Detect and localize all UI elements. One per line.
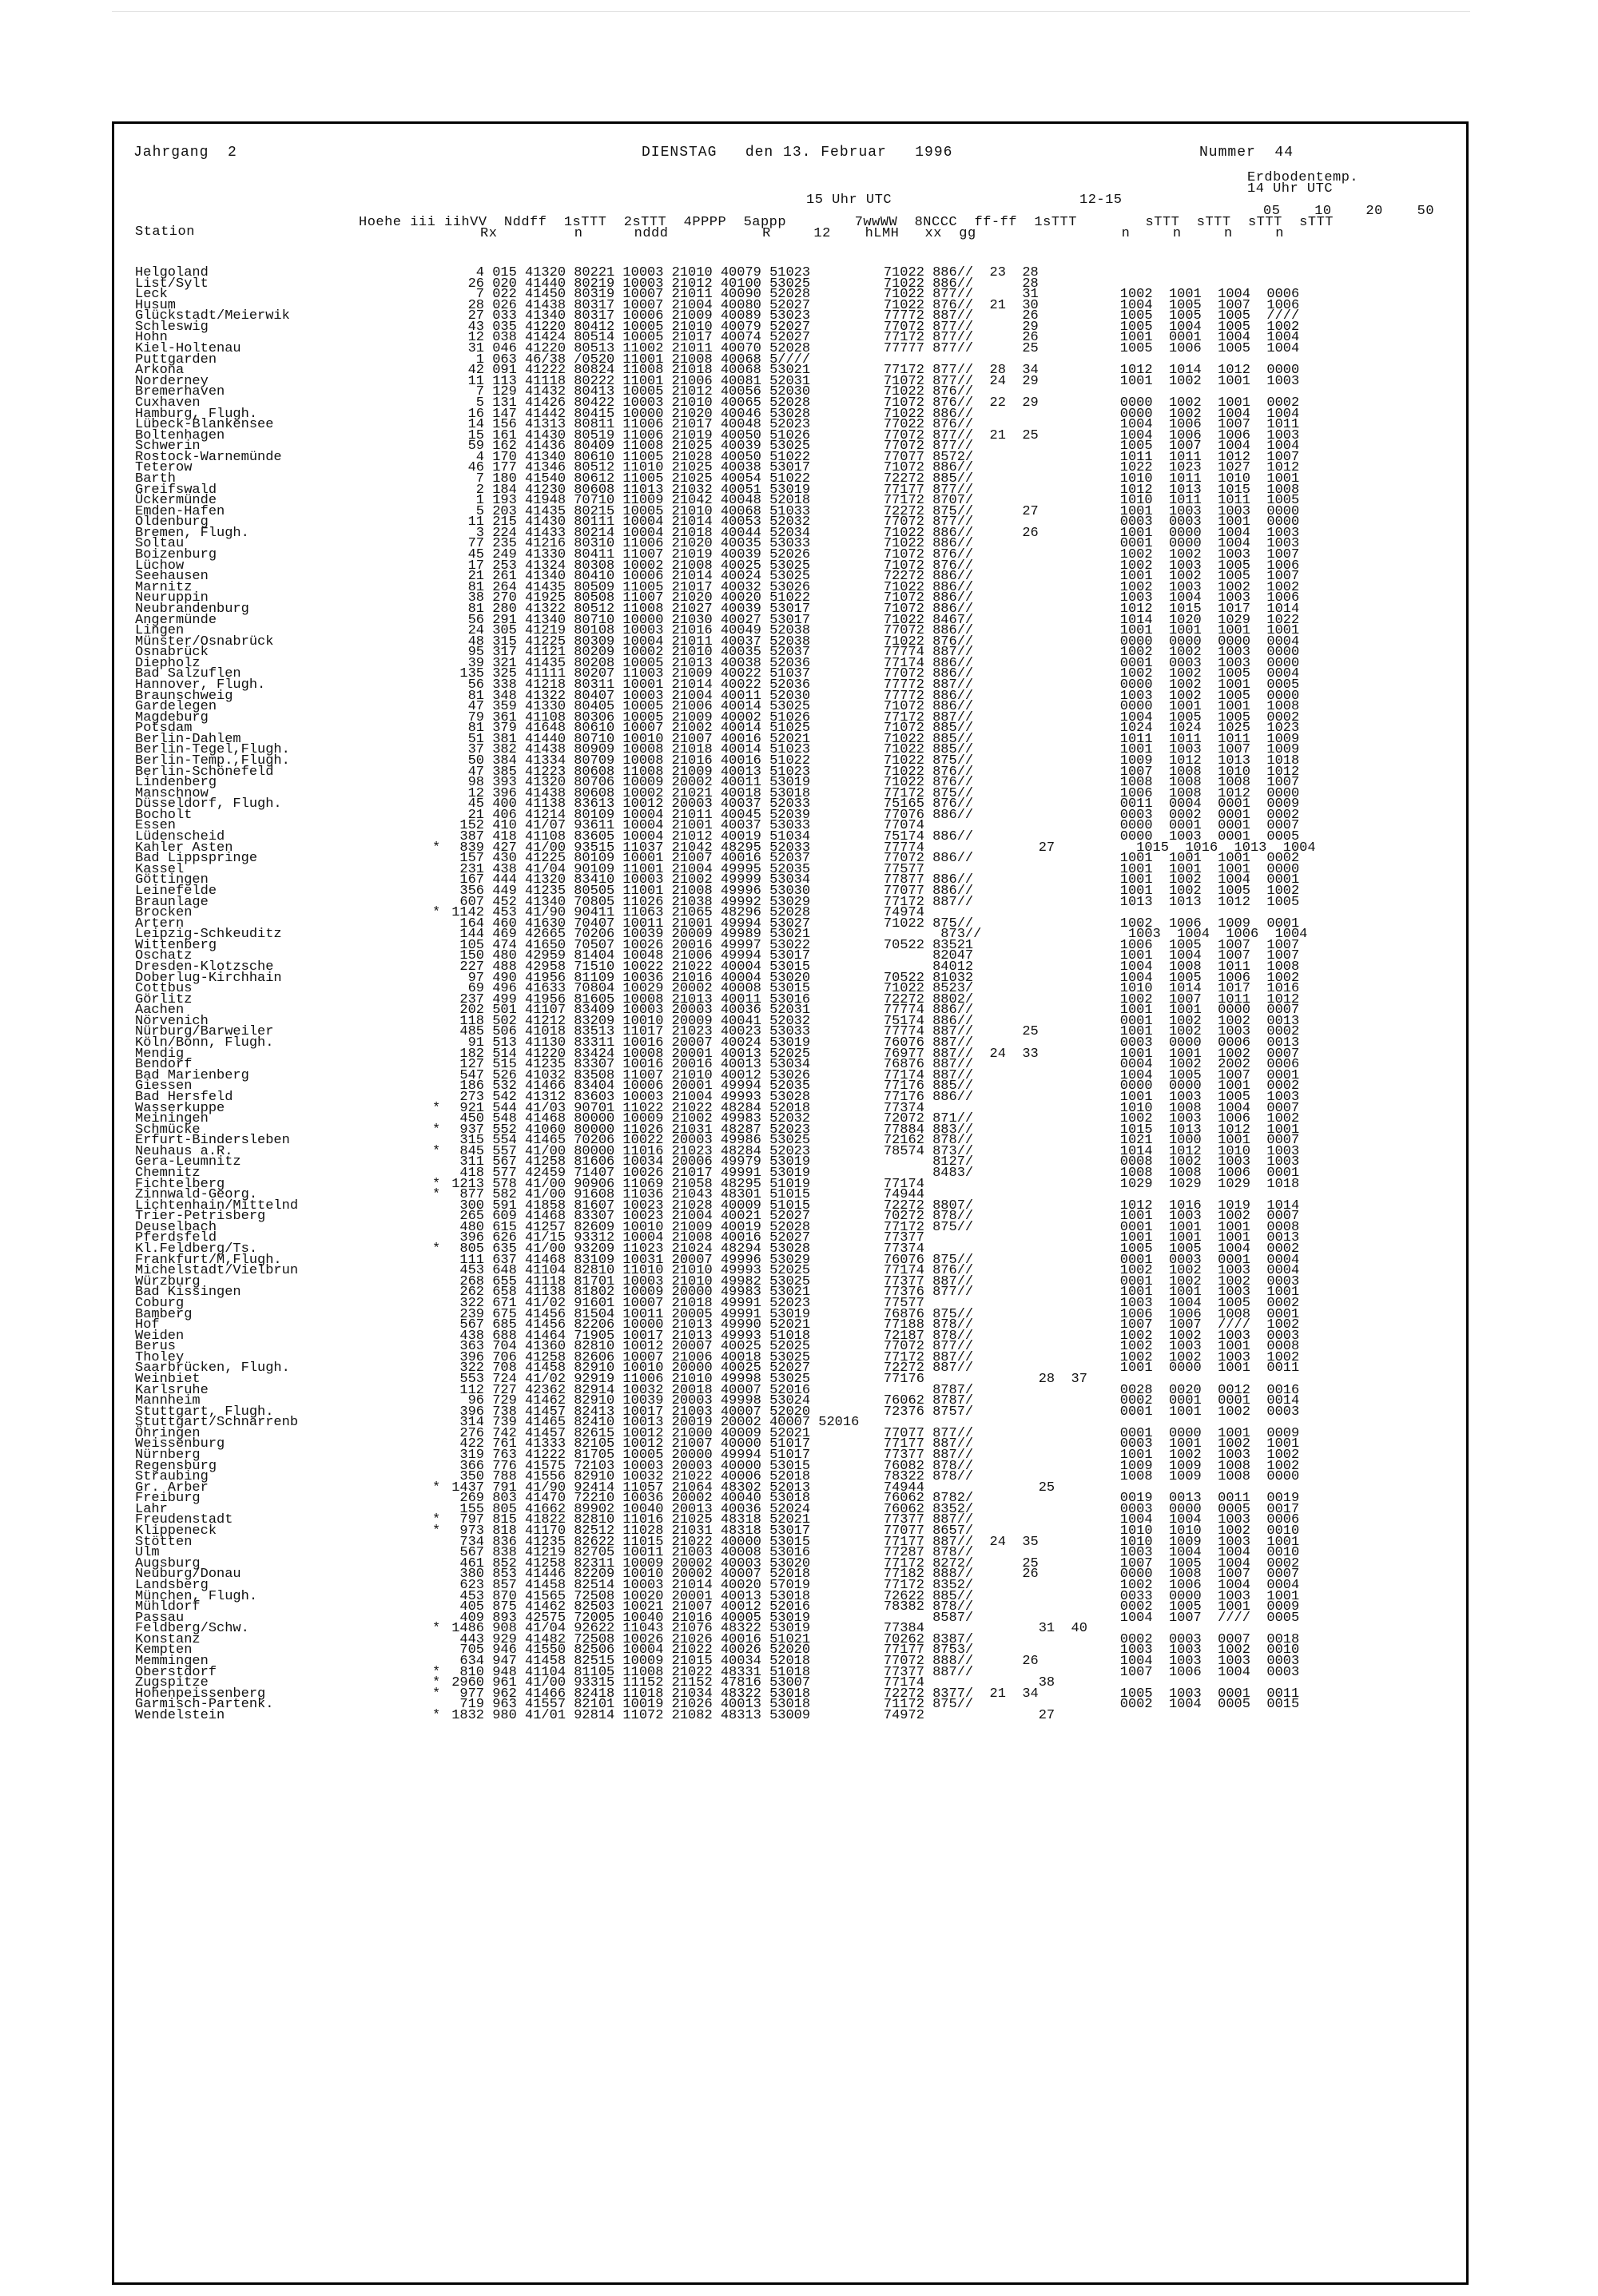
observation-codes: 268 655 41118 81701 10003 21010 49982 53025 77377 887// 0001 1002 1002 0003 <box>443 1273 1300 1289</box>
observation-codes: 152 410 41/07 93611 10004 21001 40037 53033 77074 0000 0001 0001 0007 <box>443 818 1300 834</box>
station-name: Weiden <box>135 1328 185 1344</box>
observation-codes: 118 502 41212 83209 10010 20009 40041 52032 75174 886// 0001 1002 1002 0013 <box>443 1013 1300 1029</box>
station-name: Tholey <box>135 1349 185 1365</box>
mountain-station-mark: * <box>432 1686 441 1702</box>
observation-codes: 453 648 41104 82810 11010 21010 49993 52025 77174 876// 1002 1002 1003 0004 <box>443 1263 1300 1279</box>
observation-codes: 461 852 41258 82311 10009 20002 40003 53020 77172 8272/ 25 1007 1005 1004 0002 <box>443 1555 1300 1571</box>
observation-codes: 45 249 41330 80411 11007 21019 40039 52026 71072 876// 1002 1002 1003 1007 <box>443 547 1300 563</box>
station-name: Schmücke <box>135 1122 201 1138</box>
issue-number: Nummer 44 <box>1199 145 1294 161</box>
mountain-station-mark: * <box>432 1621 441 1637</box>
observation-codes: 623 857 41458 82514 10003 21014 40020 57019 77172 8352/ 1002 1006 1004 0004 <box>443 1577 1300 1593</box>
station-name: Bremen, Flugh. <box>135 525 249 541</box>
station-name: Manschnow <box>135 785 209 801</box>
soil-temp-heading: Erdbodentemp. <box>1247 170 1359 185</box>
observation-codes: 315 554 41465 70206 10022 20003 49986 53025 72162 878// 1021 1000 1001 0007 <box>443 1133 1300 1149</box>
table-row <box>114 1707 1471 1723</box>
station-name: Deuselbach <box>135 1219 217 1235</box>
station-name: Husum <box>135 297 177 313</box>
station-name: Bad Hersfeld <box>135 1089 233 1105</box>
observation-codes: 45 400 41138 83613 10012 20003 40037 52033 75165 876// 0011 0004 0001 0009 <box>443 796 1300 812</box>
station-name: Oberstdorf <box>135 1664 217 1680</box>
observation-codes: 273 542 41312 83603 10003 21004 49993 53028 77176 886// 1001 1003 1005 1003 <box>443 1089 1300 1105</box>
observation-codes: 810 948 41104 81105 11008 21022 48331 51018 77377 887// 1007 1006 1004 0003 <box>443 1664 1300 1680</box>
mountain-station-mark: * <box>432 1122 441 1138</box>
observation-codes: 95 317 41121 80209 10002 21010 40035 52037 77774 887// 1002 1002 1003 0000 <box>443 645 1300 661</box>
page-top-rule <box>112 11 1470 12</box>
station-name: Barth <box>135 471 177 487</box>
station-name: Kassel <box>135 861 185 877</box>
mountain-station-mark: * <box>432 1176 441 1192</box>
observation-codes: 705 946 41550 82506 10004 21022 40026 52020 77177 8753/ 1003 1003 1002 0010 <box>443 1643 1300 1658</box>
station-name: Hohenpeissenberg <box>135 1686 266 1702</box>
observation-codes: 2960 961 41/00 93315 11152 21152 47816 53007 77174 38 <box>443 1675 1055 1691</box>
observation-codes: 443 929 41482 72508 10026 21026 40016 51021 70262 8387/ 0002 0003 0007 0018 <box>443 1631 1300 1647</box>
observation-codes: 26 020 41440 80219 10003 21012 40100 53025 71022 886// 28 <box>443 276 1039 292</box>
observation-codes: 3 224 41433 80214 10004 21018 40044 52034 71022 886// 26 1001 0000 1004 1003 <box>443 525 1300 541</box>
observation-codes: 11 113 41118 80222 11001 21006 40081 52031 71072 877// 24 29 1001 1002 1001 1003 <box>443 373 1300 389</box>
mountain-station-mark: * <box>432 1707 441 1723</box>
station-name: Lüdenscheid <box>135 829 225 845</box>
station-name: Brocken <box>135 905 193 921</box>
mountain-station-mark: * <box>432 1664 441 1680</box>
observation-codes: 135 325 41111 80207 11003 21009 40022 51037 77072 886// 1002 1002 1005 0004 <box>443 666 1300 682</box>
observation-codes: 734 836 41235 82622 11015 21022 40000 53015 77177 887// 24 35 1010 1009 1003 1001 <box>443 1534 1300 1550</box>
station-name: Osnabrück <box>135 645 209 661</box>
station-name: Straubing <box>135 1469 209 1485</box>
observation-codes: 21 261 41340 80410 10006 21014 40024 53025 72272 886// 1001 1002 1005 1007 <box>443 569 1300 585</box>
station-name: Kiel-Holtenau <box>135 341 241 357</box>
observation-codes: 12 396 41438 80608 10002 21021 40018 53018 77172 875// 1006 1008 1012 0000 <box>443 785 1300 801</box>
station-name: Wasserkuppe <box>135 1100 225 1116</box>
station-name: List/Sylt <box>135 276 209 292</box>
observation-codes: 69 496 41633 70804 10029 20002 40008 53015 71022 8523/ 1010 1014 1017 1016 <box>443 981 1300 997</box>
observation-codes: 51 381 41440 80710 10010 21007 40016 52021 71022 885// 1011 1011 1011 1009 <box>443 731 1300 747</box>
observation-codes: 1486 908 41/04 92622 11043 21076 48322 53019 77384 31 40 <box>443 1621 1087 1637</box>
observation-codes: 77 235 41216 80310 11006 21020 40035 53033 71022 886// 0001 0000 1004 1003 <box>443 536 1300 552</box>
observation-codes: 450 548 41468 80000 10009 21002 49983 52032 72072 871// 1002 1003 1006 1002 <box>443 1111 1300 1127</box>
station-name: Hannover, Flugh. <box>135 677 266 693</box>
station-name: Puttgarden <box>135 352 217 367</box>
observation-codes: 1213 578 41/00 90906 11069 21058 48295 51019 77174 1029 1029 1029 1018 <box>443 1176 1300 1192</box>
station-name: Ulm <box>135 1545 160 1561</box>
observation-codes: 453 870 41565 72508 10020 20001 40013 53018 72622 885// 0033 0000 1003 1001 <box>443 1588 1300 1604</box>
station-name: Kahler Asten <box>135 840 233 856</box>
mountain-station-mark: * <box>432 905 441 921</box>
station-name: Neuruppin <box>135 590 209 606</box>
station-table <box>114 265 1471 1723</box>
station-name: Stötten <box>135 1534 193 1550</box>
observation-codes: 1437 791 41/90 92414 11057 21064 48302 52013 74944 25 <box>443 1480 1055 1496</box>
observation-codes: 15 161 41430 80519 11006 21019 40050 51026 77072 877// 21 25 1004 1006 1006 1003 <box>443 427 1300 443</box>
observation-codes: 48 315 41225 80309 10004 21011 40037 52038 71022 876// 0000 0000 0000 0004 <box>443 634 1300 649</box>
station-name: Bad Kissingen <box>135 1285 241 1301</box>
station-name: Meiningen <box>135 1111 209 1127</box>
observation-codes: 59 162 41436 80409 11008 21025 40039 53025 77072 877// 1005 1007 1004 1004 <box>443 439 1300 455</box>
observation-codes: 98 393 41320 80706 10009 20002 40011 53019 71022 876// 1008 1008 1008 1007 <box>443 775 1300 791</box>
observation-codes: 422 761 41333 82105 10012 21007 40000 51017 77177 887// 0003 1001 1002 1001 <box>443 1436 1300 1452</box>
observation-codes: 21 406 41214 80109 10004 21011 40045 52039 77076 886// 0003 0002 0001 0002 <box>443 807 1300 823</box>
observation-codes: 877 582 41/00 91608 11036 21043 48301 51015 74944 <box>443 1187 924 1203</box>
station-name: Neuhaus a.R. <box>135 1143 233 1159</box>
station-name: Mannheim <box>135 1393 201 1409</box>
observation-codes: 1 063 46/38 /0520 11001 21008 40068 5//// <box>443 352 811 367</box>
observation-codes: 396 626 41/15 93312 10004 21008 40016 52027 77377 1001 1001 1001 0013 <box>443 1230 1300 1246</box>
observation-codes: 276 742 41457 82615 10012 21000 40009 52021 77077 877// 0001 0000 1001 0009 <box>443 1425 1300 1441</box>
observation-codes: 81 348 41322 80407 10003 21004 40011 52030 77772 886// 1003 1002 1005 0000 <box>443 688 1300 704</box>
station-name: Bremerhaven <box>135 384 225 400</box>
station-name: Trier-Petrisberg <box>135 1209 266 1225</box>
observation-codes: 105 474 41650 70507 10026 20016 49997 53022 70522 83521 1006 1005 1007 1007 <box>443 937 1300 953</box>
station-name: Fichtelberg <box>135 1176 225 1192</box>
observation-codes: 227 488 42958 71510 10022 21022 40004 53015 84012 1004 1008 1011 1008 <box>443 959 1300 975</box>
observation-codes: 5 203 41435 80215 10005 21010 40068 51033 72272 875// 27 1001 1003 1003 0000 <box>443 503 1300 519</box>
station-name: Stuttgart/Schnarrenb <box>135 1415 299 1431</box>
station-name: Neubrandenburg <box>135 601 249 617</box>
observation-codes: 396 706 41258 82606 10007 21006 40018 53025 77172 887// 1002 1002 1003 1002 <box>443 1349 1300 1365</box>
observation-codes: 31 046 41220 80513 11002 21011 40070 52028 77777 877// 25 1005 1006 1005 1004 <box>443 341 1300 357</box>
station-name: Gardelegen <box>135 699 217 715</box>
observation-codes: 553 724 41/02 92919 11006 21010 49998 53025 77176 28 37 <box>443 1371 1087 1387</box>
station-name: Dresden-Klotzsche <box>135 959 274 975</box>
observation-codes: 380 853 41446 82209 10010 20002 40007 52018 77182 888// 26 0000 1008 1007 0007 <box>443 1567 1300 1583</box>
mountain-station-mark: * <box>432 1480 441 1496</box>
station-column-heading: Station <box>135 224 195 240</box>
station-name: Chemnitz <box>135 1165 201 1181</box>
observation-codes: 186 532 41466 83404 10006 20001 49994 52035 77176 885// 0000 0000 1001 0002 <box>443 1078 1300 1094</box>
station-name: Saarbrücken, Flugh. <box>135 1361 290 1376</box>
station-name: Giessen <box>135 1078 193 1094</box>
station-name: Berlin-Dahlem <box>135 731 241 747</box>
station-name: Boizenburg <box>135 547 217 563</box>
station-name: Würzburg <box>135 1273 201 1289</box>
station-name: Boltenhagen <box>135 427 225 443</box>
wind-period-heading: 12-15 <box>1079 193 1123 208</box>
mountain-station-mark: * <box>432 1523 441 1539</box>
station-name: Bad Lippspringe <box>135 851 258 867</box>
station-name: Hof <box>135 1317 160 1333</box>
observation-codes: 567 685 41456 82206 10000 21013 49990 52021 77188 878// 1007 1007 //// 1002 <box>443 1317 1300 1333</box>
station-name: Augsburg <box>135 1555 201 1571</box>
observation-codes: 356 449 41235 80505 11001 21008 49996 53030 77077 886// 1001 1002 1005 1002 <box>443 883 1300 899</box>
observation-codes: 418 577 42459 71407 10026 21017 49991 53019 8483/ 1008 1008 1006 0001 <box>443 1165 1300 1181</box>
mountain-station-mark: * <box>432 1675 441 1691</box>
station-name: Cottbus <box>135 981 193 997</box>
station-name: Teterow <box>135 460 193 476</box>
observation-codes: 485 506 41018 83513 11017 21023 40023 53033 77774 887// 25 1001 1002 1003 0002 <box>443 1024 1300 1040</box>
station-name: Greifswald <box>135 482 217 498</box>
station-name: Lübeck-Blankensee <box>135 417 274 433</box>
observation-codes: 547 526 41032 83508 11007 21010 40012 53026 77174 887// 1004 1005 1007 0001 <box>443 1067 1300 1083</box>
station-name: Berlin-Schönefeld <box>135 764 274 780</box>
observation-codes: 405 875 41462 82503 10021 21007 40012 52016 78382 878// 0002 1005 1001 0009 <box>443 1599 1300 1615</box>
observation-codes: 56 338 41218 80311 10001 21014 40022 52036 77772 887// 0000 1002 1001 0005 <box>443 677 1300 693</box>
observation-codes: 91 513 41130 83311 10016 20007 40024 53019 76076 887// 0003 0000 0006 0013 <box>443 1035 1300 1051</box>
observation-codes: 937 552 41060 80000 11026 21031 48287 52023 77884 883// 1015 1013 1012 1001 <box>443 1122 1300 1138</box>
station-name: Potsdam <box>135 721 193 737</box>
observation-codes: 4 015 41320 80221 10003 21010 40079 51023 71022 886// 23 28 <box>443 265 1039 280</box>
station-name: Karlsruhe <box>135 1382 209 1398</box>
observation-codes: 396 738 41457 82413 10017 21003 40007 52020 72376 8757/ 0001 1001 1002 0003 <box>443 1404 1300 1420</box>
observation-codes: 350 788 41556 82910 10032 21022 40006 52018 78322 878// 1008 1009 1008 0000 <box>443 1469 1300 1485</box>
station-name: Leinefelde <box>135 883 217 899</box>
observation-codes: 81 280 41322 80512 11008 21027 40039 53017 71072 886// 1012 1015 1017 1014 <box>443 601 1300 617</box>
station-name: Zugspitze <box>135 1675 209 1691</box>
station-name: Schwerin <box>135 439 201 455</box>
observation-codes: 47 385 41223 80608 11008 21009 40013 51023 71022 876// 1007 1008 1010 1012 <box>443 764 1300 780</box>
station-name: Michelstadt/Vielbrun <box>135 1263 299 1279</box>
station-name: Cuxhaven <box>135 395 201 411</box>
observation-codes: 921 544 41/03 90701 11022 21022 48284 52018 77374 1010 1008 1004 0007 <box>443 1100 1300 1116</box>
station-name: Wittenberg <box>135 937 217 953</box>
station-name: Mühldorf <box>135 1599 201 1615</box>
station-name: Lindenberg <box>135 775 217 791</box>
observation-codes: 27 033 41340 80317 10006 21009 40089 53023 77772 887// 26 1005 1005 1005 //// <box>443 308 1300 324</box>
observation-codes: 37 382 41438 80909 10008 21018 40014 51023 71022 885// 1001 1003 1007 1009 <box>443 742 1300 758</box>
observation-codes: 157 430 41225 80109 10001 21007 40016 52037 77072 886// 1001 1001 1001 0002 <box>443 851 1300 867</box>
weather-report-sheet <box>112 121 1469 2285</box>
station-name: Gera-Leumnitz <box>135 1154 241 1170</box>
observation-codes: 322 708 41458 82910 10010 20000 40025 52027 72272 887// 1001 0000 1001 0011 <box>443 1361 1300 1376</box>
station-name: Klippeneck <box>135 1523 217 1539</box>
observation-codes: 81 379 41648 80610 10007 21002 40014 51025 71072 885// 1024 1024 1025 1023 <box>443 721 1300 737</box>
observation-codes: 319 763 41222 81705 10005 20000 49994 51017 77377 887// 1001 1002 1003 1002 <box>443 1448 1300 1464</box>
station-name: Nürburg/Barweiler <box>135 1024 274 1040</box>
observation-codes: 81 264 41435 80509 11005 21017 40032 53026 71022 886// 1002 1003 1002 1002 <box>443 579 1300 595</box>
observation-codes: 314 739 41465 82410 10013 20019 20002 40007 52016 <box>443 1415 876 1431</box>
station-name: Marnitz <box>135 579 193 595</box>
observation-codes: 262 658 41138 81802 10009 20000 49983 53021 77376 877// 1001 1001 1003 1001 <box>443 1285 1300 1301</box>
soil-time-heading: 14 Uhr UTC <box>1247 181 1334 197</box>
mountain-station-mark: * <box>432 1100 441 1116</box>
observation-codes: 38 270 41925 80508 11007 21020 40020 51022 71072 886// 1003 1004 1003 1006 <box>443 590 1300 606</box>
observation-codes: 4 170 41340 80610 11005 21028 40050 51022 77077 8572/ 1011 1011 1012 1007 <box>443 449 1300 465</box>
station-name: Soltau <box>135 536 185 552</box>
station-name: Münster/Osnabrück <box>135 634 274 649</box>
station-name: Köln/Bonn, Flugh. <box>135 1035 274 1051</box>
station-name: Arkona <box>135 363 185 379</box>
station-name: Bendorf <box>135 1057 193 1073</box>
observation-codes: 265 609 41468 83307 10023 21004 40021 52027 70272 878// 1001 1003 1002 0007 <box>443 1209 1300 1225</box>
observation-codes: 2 184 41230 80608 11013 21032 40051 53019 77177 877// 1012 1013 1015 1008 <box>443 482 1300 498</box>
observation-codes: 797 815 41822 82810 11016 21025 48318 52021 77377 887// 1004 1004 1003 0006 <box>443 1512 1300 1528</box>
station-name: Zinnwald-Georg. <box>135 1187 258 1203</box>
station-name: Helgoland <box>135 265 209 280</box>
observation-codes: 5 131 41426 80422 10003 21010 40065 52028 71072 876// 22 29 0000 1002 1001 0002 <box>443 395 1300 411</box>
station-name: Leipzig-Schkeuditz <box>135 927 282 943</box>
mountain-station-mark: * <box>432 1512 441 1528</box>
station-name: Magdeburg <box>135 709 209 725</box>
station-name: Hohn <box>135 330 168 346</box>
station-name: Artern <box>135 916 185 932</box>
observation-codes: 127 515 41235 83307 10016 20016 40013 53034 76876 887// 0004 1002 2002 0006 <box>443 1057 1300 1073</box>
observation-codes: 480 615 41257 82609 10010 21009 40019 52028 77172 875// 0001 1001 1001 0008 <box>443 1219 1300 1235</box>
observation-codes: 24 305 41219 80108 10003 21016 40049 52038 77072 886// 1001 1001 1001 1001 <box>443 623 1300 639</box>
station-name: Braunschweig <box>135 688 233 704</box>
station-name: Weinbiet <box>135 1371 201 1387</box>
observation-codes: 231 438 41/04 90109 11001 21004 49995 52035 77577 1001 1001 1001 0000 <box>443 861 1300 877</box>
station-name: Feldberg/Schw. <box>135 1621 249 1637</box>
station-name: Berlin-Tegel,Flugh. <box>135 742 290 758</box>
station-name: Garmisch-Partenk. <box>135 1697 274 1713</box>
observation-codes: 7 180 41540 80612 11005 21025 40054 51022 72272 885// 1010 1011 1010 1001 <box>443 471 1300 487</box>
observation-codes: 977 962 41466 82418 11018 21034 48322 53018 72272 8377/ 21 34 1005 1003 0001 0011 <box>443 1686 1300 1702</box>
station-name: Oschatz <box>135 948 193 964</box>
station-name: Pferdsfeld <box>135 1230 217 1246</box>
observation-codes: 409 893 42575 72005 10040 21016 40005 53019 8587/ 1004 1007 //// 0005 <box>443 1610 1300 1626</box>
observation-codes: 155 805 41662 89902 10040 20013 40036 52024 76062 8352/ 0003 0000 0005 0017 <box>443 1501 1300 1517</box>
station-name: Angermünde <box>135 612 217 628</box>
station-name: Mendig <box>135 1046 185 1062</box>
observation-codes: 56 291 41340 80710 10000 21030 40027 53017 71022 8467/ 1014 1020 1029 1022 <box>443 612 1300 628</box>
mountain-station-mark: * <box>432 1143 441 1159</box>
mountain-station-mark: * <box>432 1187 441 1203</box>
observation-codes: 16 147 41442 80415 10000 21020 40046 53028 71022 886// 0000 1002 1004 1004 <box>443 406 1300 422</box>
observation-codes: 322 671 41/02 91601 10007 21018 49991 52023 77577 1003 1004 1005 0002 <box>443 1295 1300 1311</box>
station-name: Nörvenich <box>135 1013 209 1029</box>
observation-codes: 182 514 41220 83424 10008 20001 40013 52025 76977 887// 24 33 1001 1001 1002 0007 <box>443 1046 1300 1062</box>
observation-codes: 11 215 41430 80111 10004 21014 40053 52032 77072 877// 0003 0003 1001 0000 <box>443 514 1300 530</box>
station-name: Memmingen <box>135 1654 209 1669</box>
station-name: Diepholz <box>135 655 201 671</box>
station-name: Kempten <box>135 1643 193 1658</box>
station-name: Erfurt-Bindersleben <box>135 1133 290 1149</box>
station-name: Aachen <box>135 1003 185 1019</box>
mountain-station-mark: * <box>432 1241 441 1257</box>
observation-codes: 202 501 41107 83409 10003 20003 40036 52031 77774 886// 1001 1001 0000 0007 <box>443 1003 1300 1019</box>
observation-codes: 805 635 41/00 93209 11023 21024 48294 53028 77374 1005 1005 1004 0002 <box>443 1241 1300 1257</box>
observation-codes: 164 460 41630 70407 10011 21001 49994 53027 71022 875// 1002 1006 1009 0001 <box>443 916 1300 932</box>
obs-time-heading: 15 Uhr UTC <box>806 193 892 208</box>
station-name: Görlitz <box>135 991 193 1007</box>
observation-codes: 47 359 41330 80405 10005 21006 40014 53025 71072 886// 0000 1001 1001 1008 <box>443 699 1300 715</box>
observation-codes: 17 253 41324 80308 10002 21008 40025 53025 71072 876// 1002 1003 1005 1006 <box>443 558 1300 574</box>
observation-codes: 1142 453 41/90 90411 11063 21065 48296 52028 74974 <box>443 905 924 921</box>
station-name: Lüchow <box>135 558 185 574</box>
observation-codes: 112 727 42362 82914 10032 20018 40007 52016 8787/ 0028 0020 0012 0016 <box>443 1382 1300 1398</box>
station-name: Lahr <box>135 1501 168 1517</box>
observation-codes: 96 729 41462 82910 10039 20003 49998 53024 76062 8787/ 0002 0001 0001 0014 <box>443 1393 1300 1409</box>
observation-codes: 719 963 41557 82101 10019 21026 40013 53018 71172 875// 0002 1004 0005 0015 <box>443 1697 1300 1713</box>
station-name: Berlin-Temp.,Flugh. <box>135 753 290 769</box>
station-name: Kl.Feldberg/Ts. <box>135 1241 258 1257</box>
observation-codes: 567 838 41219 82705 10011 21003 40008 53016 77287 878// 1003 1004 1004 0010 <box>443 1545 1300 1561</box>
observation-codes: 300 591 41858 81607 10023 21028 40009 51015 72272 8807/ 1012 1016 1019 1014 <box>443 1198 1300 1214</box>
station-name: Nürnberg <box>135 1448 201 1464</box>
observation-codes: 150 480 42959 81404 10048 21006 49994 53017 82047 1001 1004 1007 1007 <box>443 948 1300 964</box>
station-name: Frankfurt/M,Flugh. <box>135 1252 282 1268</box>
observation-codes: 97 490 41956 81109 10036 21016 40004 53020 70522 81032 1004 1005 1006 1002 <box>443 970 1300 986</box>
station-name: Oldenburg <box>135 514 209 530</box>
observation-codes: 366 776 41575 72103 10003 20003 40000 53015 76082 878// 1009 1009 1008 1002 <box>443 1458 1300 1474</box>
station-name: Berus <box>135 1339 177 1355</box>
station-name: Ückermünde <box>135 493 217 509</box>
observation-codes: 1 193 41948 70710 11009 21042 40048 52018 77172 8707/ 1010 1011 1011 1005 <box>443 493 1300 509</box>
station-name: Neuburg/Donau <box>135 1567 241 1583</box>
observation-codes: 839 427 41/00 93515 11037 21042 48295 52033 77774 27 1015 1016 1013 1004 <box>443 840 1316 856</box>
station-name: Schleswig <box>135 319 209 335</box>
observation-codes: 239 675 41456 81504 10011 20005 49991 53019 76876 875// 1006 1006 1008 0001 <box>443 1306 1300 1322</box>
observation-codes: 973 818 41170 82512 11028 21031 48318 53017 77077 8657/ 1010 1010 1002 0010 <box>443 1523 1300 1539</box>
observation-codes: 14 156 41313 80811 11006 21017 40048 52023 77022 876// 1004 1006 1007 1011 <box>443 417 1300 433</box>
station-name: Essen <box>135 818 177 834</box>
observation-codes: 50 384 41334 80709 10008 21016 40016 51022 71022 875// 1009 1012 1013 1018 <box>443 753 1300 769</box>
station-name: Passau <box>135 1610 185 1626</box>
observation-codes: 438 688 41464 71905 10017 21013 49993 51018 72187 878// 1002 1002 1003 0003 <box>443 1328 1300 1344</box>
station-name: Doberlug-Kirchhain <box>135 970 282 986</box>
observation-codes: 607 452 41340 70805 11026 21038 49992 53029 77172 887// 1013 1013 1012 1005 <box>443 894 1300 910</box>
observation-codes: 111 637 41468 83109 10031 20007 49996 53029 76076 875// 0001 0003 0001 0004 <box>443 1252 1300 1268</box>
observation-codes: 7 129 41432 80413 10005 21012 40056 52030 71022 876// <box>443 384 974 400</box>
station-name: München, Flugh. <box>135 1588 258 1604</box>
observation-codes: 237 499 41956 81605 10008 21013 40011 53016 72272 8802/ 1002 1007 1011 1012 <box>443 991 1300 1007</box>
station-name: Bad Salzuflen <box>135 666 241 682</box>
code-subheading: Rx n nddd R 12 hLMH xx gg n n n n <box>480 226 1284 241</box>
station-name: Rostock-Warnemünde <box>135 449 282 465</box>
station-name: Bocholt <box>135 807 193 823</box>
station-name: Regensburg <box>135 1458 217 1474</box>
observation-codes: 634 947 41458 82515 10009 21015 40034 52018 77072 888// 26 1004 1003 1003 0003 <box>443 1654 1300 1669</box>
station-name: Hamburg, Flugh. <box>135 406 258 422</box>
station-name: Göttingen <box>135 872 209 888</box>
station-name: Konstanz <box>135 1631 201 1647</box>
station-name: Seehausen <box>135 569 209 585</box>
station-name: Stuttgart, Flugh. <box>135 1404 274 1420</box>
station-name: Landsberg <box>135 1577 209 1593</box>
station-name: Bad Marienberg <box>135 1067 249 1083</box>
mountain-station-mark: * <box>432 840 441 856</box>
observation-codes: 28 026 41438 80317 10007 21004 40080 52027 71022 876// 21 30 1004 1005 1007 1006 <box>443 297 1300 313</box>
station-name: Lichtenhain/Mittelnd <box>135 1198 299 1214</box>
observation-codes: 144 469 42665 70206 10039 20009 49989 53021 873// 1003 1004 1006 1004 <box>443 927 1308 943</box>
station-name: Freudenstadt <box>135 1512 233 1528</box>
observation-codes: 46 177 41346 80512 11010 21025 40038 53017 71072 886// 1022 1023 1027 1012 <box>443 460 1300 476</box>
station-name: Düsseldorf, Flugh. <box>135 796 282 812</box>
observation-codes: 7 022 41450 80319 10007 21011 40090 52028 71022 877// 31 1002 1001 1004 0006 <box>443 287 1300 303</box>
observation-codes: 79 361 41108 80306 10005 21009 40002 51026 77172 887// 1004 1005 1005 0002 <box>443 709 1300 725</box>
station-name: Gr. Arber <box>135 1480 209 1496</box>
station-name: Braunlage <box>135 894 209 910</box>
issue-date: DIENSTAG den 13. Februar 1996 <box>642 145 953 161</box>
observation-codes: 167 444 41320 83410 10003 21002 49999 53034 77877 886// 1001 1002 1004 0001 <box>443 872 1300 888</box>
station-name: Lingen <box>135 623 185 639</box>
volume-label: Jahrgang 2 <box>133 145 237 161</box>
code-columns-heading: Hoehe iii iihVV Nddff 1sTTT 2sTTT 4PPPP 5appp 7wwWW 8NCCC ff-ff 1sTTT sTTT sTTT sTTT sTTT <box>359 215 1334 230</box>
station-name: Coburg <box>135 1295 185 1311</box>
observation-codes: 1832 980 41/01 92814 11072 21082 48313 53009 74972 27 <box>443 1707 1055 1723</box>
soil-depth-heading: 05 10 20 50 <box>1263 204 1435 219</box>
station-name: Wendelstein <box>135 1707 225 1723</box>
station-name: Glückstadt/Meierwik <box>135 308 290 324</box>
observation-codes: 845 557 41/00 80000 11016 21023 48284 52023 78574 873// 1014 1012 1010 1003 <box>443 1143 1300 1159</box>
observation-codes: 387 418 41108 83605 10004 21012 40019 51034 75174 886// 0000 1003 0001 0005 <box>443 829 1300 845</box>
station-name: Emden-Hafen <box>135 503 225 519</box>
observation-codes: 42 091 41222 80824 11008 21018 40068 53021 77172 877// 28 34 1012 1014 1012 0000 <box>443 363 1300 379</box>
observation-codes: 363 704 41360 82810 10012 20007 40025 52025 77072 877// 1002 1003 1001 0008 <box>443 1339 1300 1355</box>
station-name: Norderney <box>135 373 209 389</box>
observation-codes: 43 035 41220 80412 10005 21010 40079 52027 77072 877// 29 1005 1004 1005 1002 <box>443 319 1300 335</box>
observation-codes: 12 038 41424 80514 10005 21017 40074 52027 77172 877// 26 1001 0001 1004 1004 <box>443 330 1300 346</box>
observation-codes: 269 803 41470 72210 10036 20002 40040 53018 76062 8782/ 0019 0013 0011 0019 <box>443 1491 1300 1507</box>
station-name: Leck <box>135 287 168 303</box>
observation-codes: 39 321 41435 80208 10005 21013 40038 52036 77174 886// 0001 0003 1003 0000 <box>443 655 1300 671</box>
station-name: Bamberg <box>135 1306 193 1322</box>
station-name: Weissenburg <box>135 1436 225 1452</box>
station-name: Öhringen <box>135 1425 201 1441</box>
observation-codes: 311 567 41258 81606 10034 20006 49979 53019 8127/ 0008 1002 1003 1003 <box>443 1154 1300 1170</box>
station-name: Freiburg <box>135 1491 201 1507</box>
